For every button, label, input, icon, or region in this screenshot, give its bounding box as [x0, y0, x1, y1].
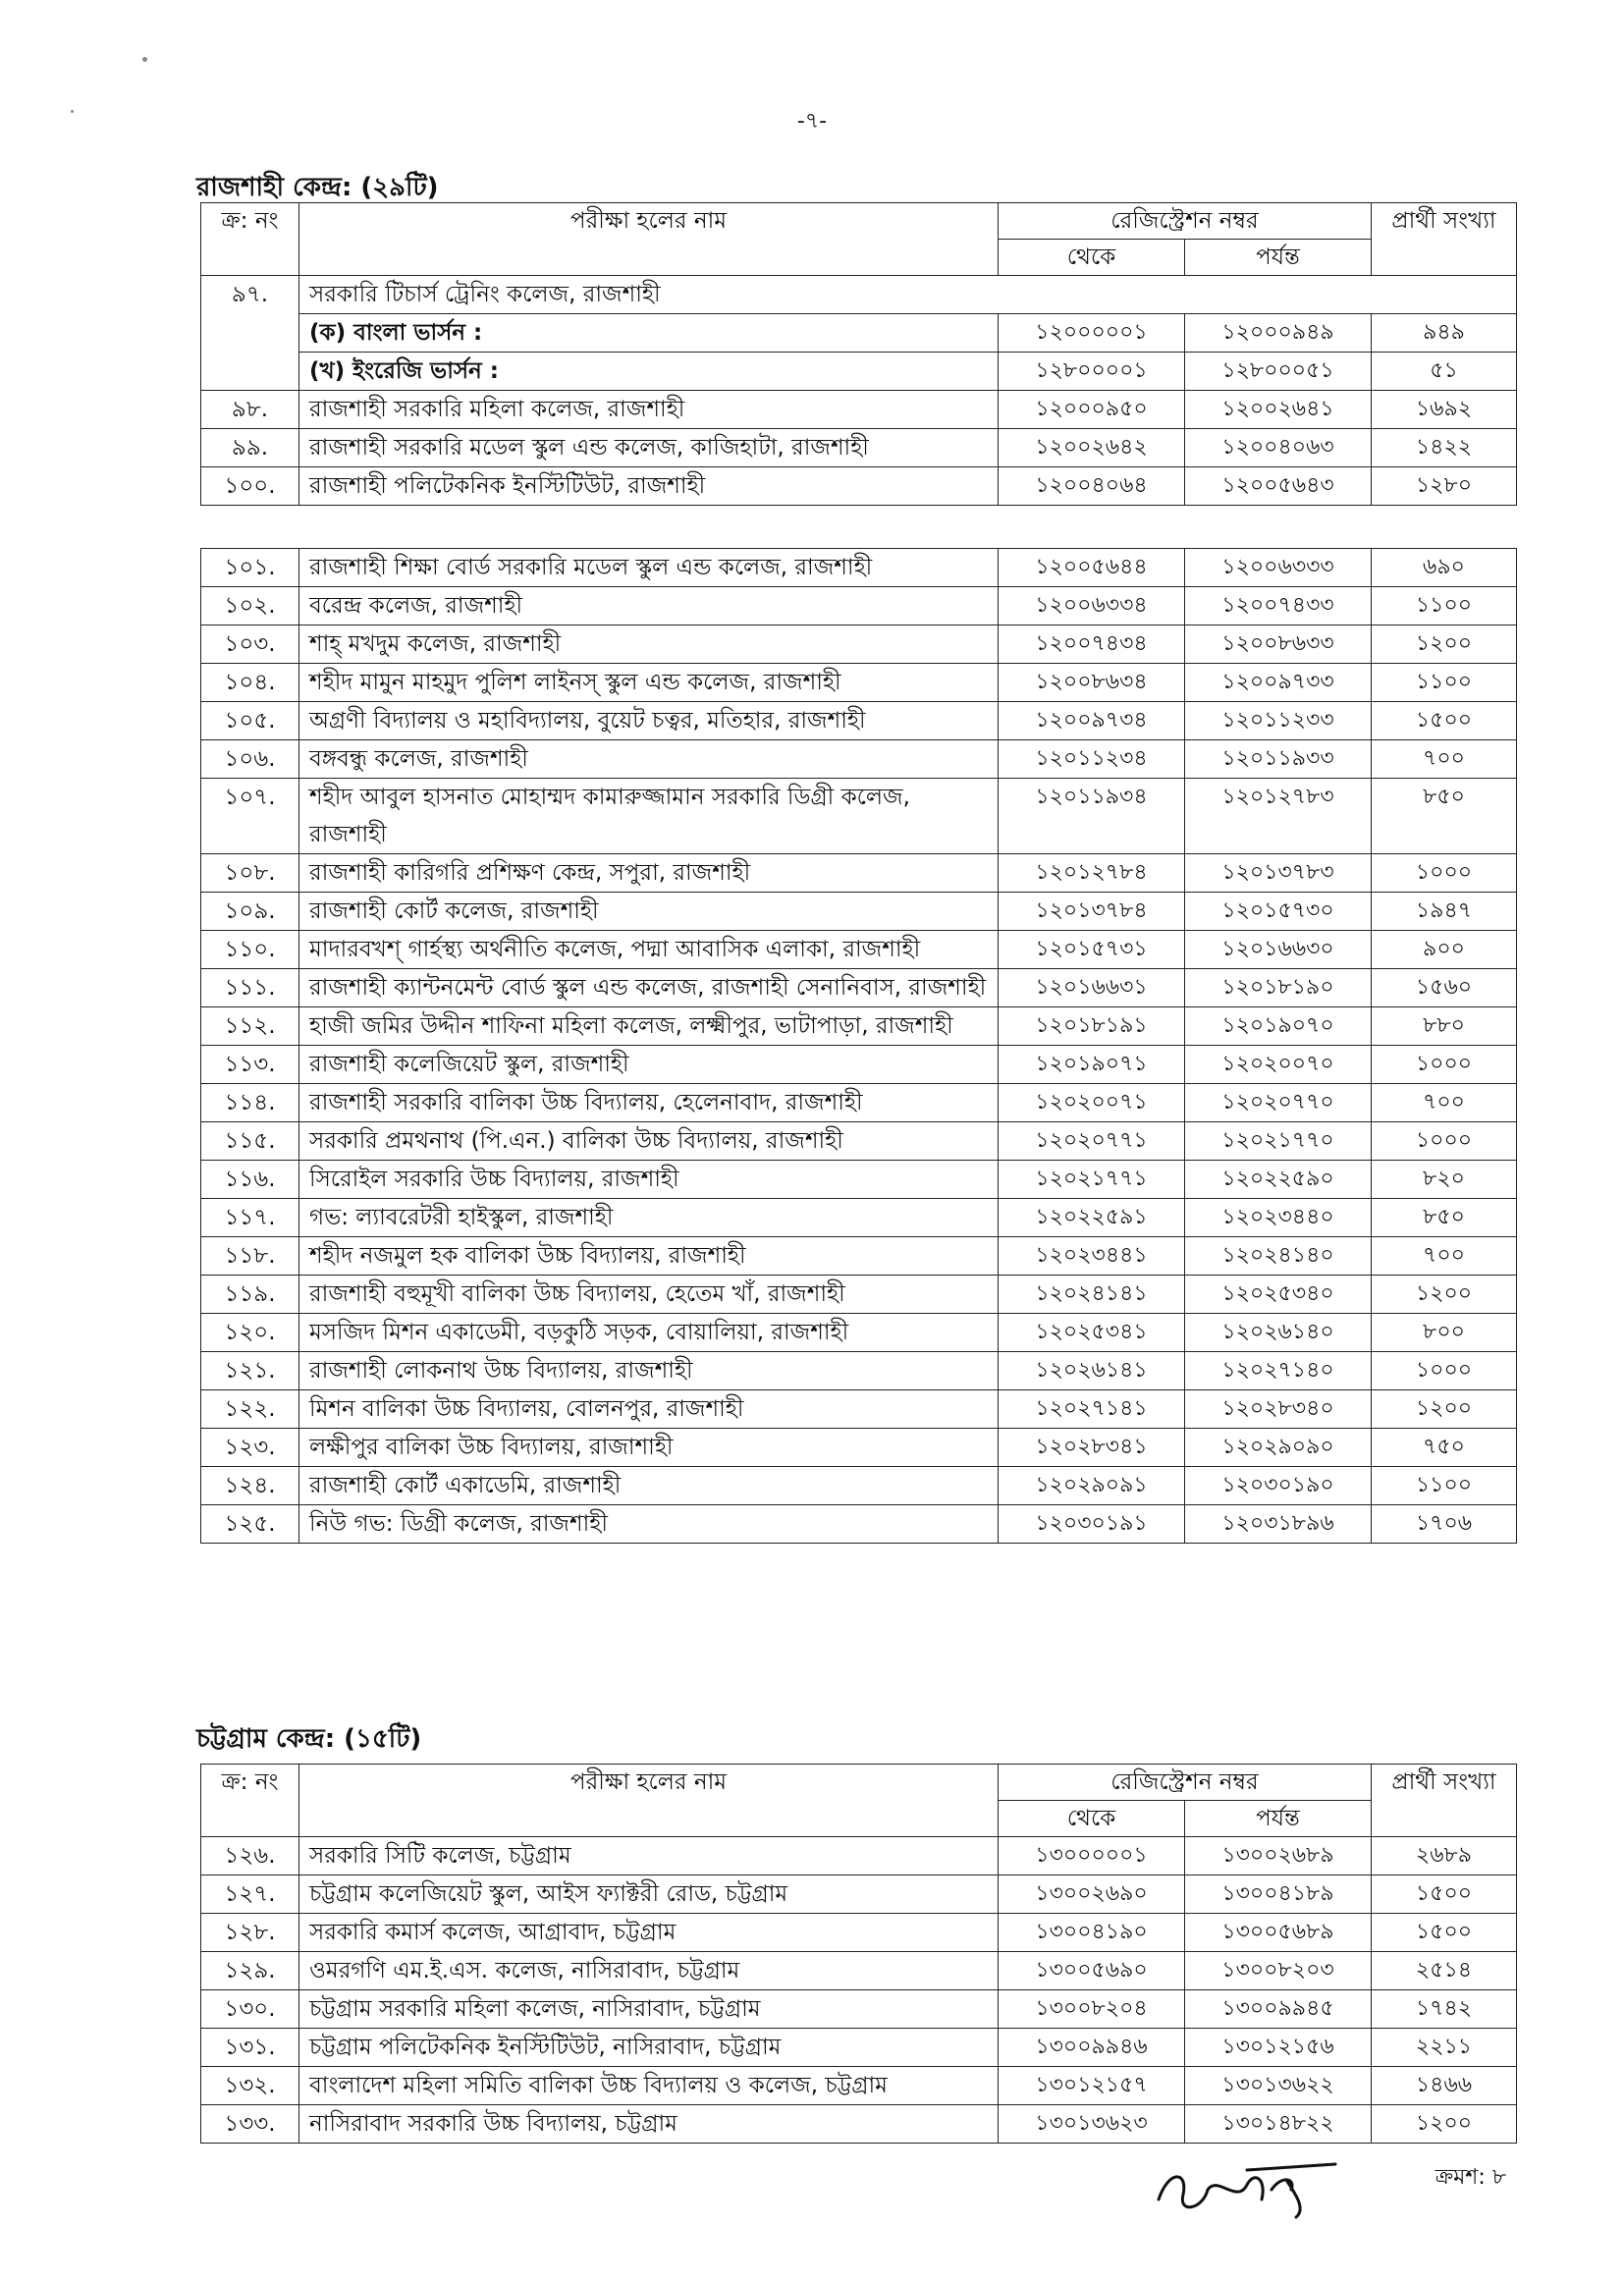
reg-from-cell: ১২০২৪১৪১: [999, 1276, 1185, 1314]
hall-name-cell: চট্টগ্রাম কলেজিয়েট স্কুল, আইস ফ্যাক্টরী রোড, চট্টগ্রাম: [299, 1875, 999, 1914]
candidate-count-cell: ৬৯০: [1372, 549, 1517, 587]
reg-to-cell: ১২০১১৯৩৩: [1185, 740, 1372, 779]
table-row: [201, 549, 1517, 587]
table-row: [201, 353, 1517, 391]
reg-to-cell: ১২০২৭১৪০: [1185, 1352, 1372, 1390]
hall-name-cell: রাজশাহী বহুমূখী বালিকা উচ্চ বিদ্যালয়, হেতেম খাঁ, রাজশাহী: [299, 1276, 999, 1314]
table-row: [201, 1199, 1517, 1237]
table-row: [201, 1007, 1517, 1046]
reg-to-cell: ১৩০০৮২০৩: [1185, 1952, 1372, 1990]
candidate-count-cell: ১৫০০: [1372, 1875, 1517, 1914]
header-from: থেকে: [999, 1801, 1185, 1837]
hall-name-cell: চট্টগ্রাম সরকারি মহিলা কলেজ, নাসিরাবাদ, চট্টগ্রাম: [299, 1990, 999, 2029]
section-title-chattogram: চট্টগ্রাম কেন্দ্র: (১৫টি): [196, 1724, 422, 1754]
reg-from-cell: ১২৮০০০০১: [999, 353, 1185, 391]
hall-name-cell: সরকারি কমার্স কলেজ, আগ্রাবাদ, চট্টগ্রাম: [299, 1914, 999, 1952]
hall-name-cell: রাজশাহী কোর্ট কলেজ, রাজশাহী: [299, 893, 999, 931]
serial-cell: ১০৩.: [201, 625, 299, 664]
table-row: [201, 1990, 1517, 2029]
hall-name-cell: সরকারি টিচার্স ট্রেনিং কলেজ, রাজশাহী: [299, 276, 1517, 314]
candidate-count-cell: ১০০০: [1372, 1122, 1517, 1161]
hall-name-cell: হাজী জমির উদ্দীন শাফিনা মহিলা কলেজ, লক্ষ্মীপুর, ভাটাপাড়া, রাজশাহী: [299, 1007, 999, 1046]
reg-to-cell: ১৩০১৩৬২২: [1185, 2067, 1372, 2105]
serial-cell: ১৩৩.: [201, 2105, 299, 2144]
reg-from-cell: ১৩০০৪১৯০: [999, 1914, 1185, 1952]
reg-to-cell: ১২৮০০০৫১: [1185, 353, 1372, 391]
reg-from-cell: ১৩০১২১৫৭: [999, 2067, 1185, 2105]
reg-to-cell: ১২০২৬১৪০: [1185, 1314, 1372, 1352]
table-row: [201, 893, 1517, 931]
continuation-note: ক্রমশ: ৮: [1435, 2165, 1506, 2190]
candidate-count-cell: ৭০০: [1372, 1237, 1517, 1276]
reg-to-cell: ১২০০০৯৪৯: [1185, 314, 1372, 353]
reg-to-cell: ১২০২০০৭০: [1185, 1046, 1372, 1084]
table-row: [201, 931, 1517, 969]
reg-to-cell: ১২০২১৭৭০: [1185, 1122, 1372, 1161]
table-row: [201, 467, 1517, 506]
reg-to-cell: ১২০৩০১৯০: [1185, 1467, 1372, 1505]
serial-cell: ১১৬.: [201, 1161, 299, 1199]
signature: [1149, 2150, 1345, 2229]
hall-name-cell: অগ্রণী বিদ্যালয় ও মহাবিদ্যালয়, বুয়েট চত্বর, মতিহার, রাজশাহী: [299, 702, 999, 740]
serial-cell: ১০১.: [201, 549, 299, 587]
hall-name-cell: গভ: ল্যাবরেটরী হাইস্কুল, রাজশাহী: [299, 1199, 999, 1237]
reg-from-cell: ১২০০৯৭৩৪: [999, 702, 1185, 740]
candidate-count-cell: ৮৮০: [1372, 1007, 1517, 1046]
reg-to-cell: ১২০২২৫৯০: [1185, 1161, 1372, 1199]
candidate-count-cell: ১১০০: [1372, 587, 1517, 625]
reg-from-cell: ১২০২৫৩৪১: [999, 1314, 1185, 1352]
hall-name-cell: মিশন বালিকা উচ্চ বিদ্যালয়, বোলনপুর, রাজশাহী: [299, 1390, 999, 1429]
table-row: [201, 1084, 1517, 1122]
reg-from-cell: ১২০০৬৩৩৪: [999, 587, 1185, 625]
reg-from-cell: ১২০২০০৭১: [999, 1084, 1185, 1122]
table-row: [201, 1467, 1517, 1505]
version-label-cell: (খ) ইংরেজি ভার্সন :: [299, 353, 999, 391]
reg-to-cell: ১৩০১৪৮২২: [1185, 2105, 1372, 2144]
table-row: [201, 1161, 1517, 1199]
serial-cell: ১০৮.: [201, 854, 299, 893]
reg-from-cell: ১২০৩০১৯১: [999, 1505, 1185, 1544]
header-to: পর্যন্ত: [1185, 240, 1372, 276]
version-label-cell: (ক) বাংলা ভার্সন :: [299, 314, 999, 353]
reg-to-cell: ১২০১৫৭৩০: [1185, 893, 1372, 931]
reg-from-cell: ১৩০০২৬৯০: [999, 1875, 1185, 1914]
reg-from-cell: ১৩০০৮২০৪: [999, 1990, 1185, 2029]
table-row: [201, 969, 1517, 1007]
reg-to-cell: ১২০১৬৬৩০: [1185, 931, 1372, 969]
reg-from-cell: ১৩০১৩৬২৩: [999, 2105, 1185, 2144]
reg-to-cell: ১৩০০৫৬৮৯: [1185, 1914, 1372, 1952]
hall-name-cell: শহীদ মামুন মাহমুদ পুলিশ লাইনস্ স্কুল এন্ড কলেজ, রাজশাহী: [299, 664, 999, 702]
serial-cell: ১০৪.: [201, 664, 299, 702]
hall-name-cell: রাজশাহী সরকারি বালিকা উচ্চ বিদ্যালয়, হেলেনাবাদ, রাজশাহী: [299, 1084, 999, 1122]
table-row: [201, 740, 1517, 779]
candidate-count-cell: ৯৪৯: [1372, 314, 1517, 353]
reg-from-cell: ১২০০৪০৬৪: [999, 467, 1185, 506]
serial-cell: ১৩১.: [201, 2029, 299, 2067]
reg-from-cell: ১২০০৫৬৪৪: [999, 549, 1185, 587]
reg-to-cell: ১২০০৮৬৩৩: [1185, 625, 1372, 664]
header-to: পর্যন্ত: [1185, 1801, 1372, 1837]
serial-cell: ৯৭.: [201, 276, 299, 391]
reg-to-cell: ১২০২৫৩৪০: [1185, 1276, 1372, 1314]
serial-cell: ১২৭.: [201, 1875, 299, 1914]
header-hall-name: পরীক্ষা হলের নাম: [299, 203, 999, 276]
hall-name-cell: রাজশাহী শিক্ষা বোর্ড সরকারি মডেল স্কুল এন্ড কলেজ, রাজশাহী: [299, 549, 999, 587]
table-row: [201, 2067, 1517, 2105]
candidate-count-cell: ৯০০: [1372, 931, 1517, 969]
candidate-count-cell: ২৬৮৯: [1372, 1837, 1517, 1875]
hall-name-cell: সরকারি সিটি কলেজ, চট্টগ্রাম: [299, 1837, 999, 1875]
reg-to-cell: ১২০২৩৪৪০: [1185, 1199, 1372, 1237]
hall-name-cell: লক্ষীপুর বালিকা উচ্চ বিদ্যালয়, রাজাশাহী: [299, 1429, 999, 1467]
reg-to-cell: ১২০১৯০৭০: [1185, 1007, 1372, 1046]
header-registration: রেজিস্ট্রেশন নম্বর: [999, 203, 1372, 240]
hall-name-cell: শাহ্ মখদুম কলেজ, রাজশাহী: [299, 625, 999, 664]
serial-cell: ১১১.: [201, 969, 299, 1007]
candidate-count-cell: ১২৮০: [1372, 467, 1517, 506]
candidate-count-cell: ৮২০: [1372, 1161, 1517, 1199]
table-row: [201, 1952, 1517, 1990]
header-hall-name: পরীক্ষা হলের নাম: [299, 1765, 999, 1837]
serial-cell: ১১৩.: [201, 1046, 299, 1084]
table-row: [201, 429, 1517, 467]
serial-cell: ১০৯.: [201, 893, 299, 931]
page-number: -৭-: [796, 109, 828, 134]
candidate-count-cell: ৫১: [1372, 353, 1517, 391]
table-row: [201, 625, 1517, 664]
table-row: [201, 587, 1517, 625]
reg-from-cell: ১২০১৯০৭১: [999, 1046, 1185, 1084]
header-serial: ক্র: নং: [201, 1765, 299, 1837]
serial-cell: ১১৮.: [201, 1237, 299, 1276]
reg-from-cell: ১৩০০০০০১: [999, 1837, 1185, 1875]
table-row: [201, 1837, 1517, 1875]
hall-name-cell: বাংলাদেশ মহিলা সমিতি বালিকা উচ্চ বিদ্যালয় ও কলেজ, চট্টগ্রাম: [299, 2067, 999, 2105]
candidate-count-cell: ১১০০: [1372, 1467, 1517, 1505]
table-row: [201, 779, 1517, 854]
reg-to-cell: ১৩০০৯৯৪৫: [1185, 1990, 1372, 2029]
candidate-count-cell: ১৯৪৭: [1372, 893, 1517, 931]
reg-to-cell: ১২০১৮১৯০: [1185, 969, 1372, 1007]
reg-to-cell: ১২০১১২৩৩: [1185, 702, 1372, 740]
serial-cell: ১২৯.: [201, 1952, 299, 1990]
candidate-count-cell: ২৫১৪: [1372, 1952, 1517, 1990]
hall-name-cell: রাজশাহী ক্যান্টনমেন্ট বোর্ড স্কুল এন্ড কলেজ, রাজশাহী সেনানিবাস, রাজশাহী: [299, 969, 999, 1007]
serial-cell: ১২৩.: [201, 1429, 299, 1467]
candidate-count-cell: ১২০০: [1372, 2105, 1517, 2144]
reg-from-cell: ১২০২৭১৪১: [999, 1390, 1185, 1429]
serial-cell: ১১৪.: [201, 1084, 299, 1122]
reg-from-cell: ১৩০০৫৬৯০: [999, 1952, 1185, 1990]
candidate-count-cell: ৮৫০: [1372, 1199, 1517, 1237]
candidate-count-cell: ১২০০: [1372, 1390, 1517, 1429]
reg-from-cell: ১২০২০৭৭১: [999, 1122, 1185, 1161]
reg-from-cell: ১২০২৩৪৪১: [999, 1237, 1185, 1276]
hall-name-cell: রাজশাহী সরকারি মডেল স্কুল এন্ড কলেজ, কাজিহাটা, রাজশাহী: [299, 429, 999, 467]
hall-name-cell: মসজিদ মিশন একাডেমী, বড়কুঠি সড়ক, বোয়ালিয়া, রাজশাহী: [299, 1314, 999, 1352]
serial-cell: ১১৯.: [201, 1276, 299, 1314]
header-from: থেকে: [999, 240, 1185, 276]
serial-cell: ১১৫.: [201, 1122, 299, 1161]
serial-cell: ১২০.: [201, 1314, 299, 1352]
reg-from-cell: ১২০২১৭৭১: [999, 1161, 1185, 1199]
candidate-count-cell: ১৭৪২: [1372, 1990, 1517, 2029]
candidate-count-cell: ১২০০: [1372, 625, 1517, 664]
reg-from-cell: ১২০০০০০১: [999, 314, 1185, 353]
candidate-count-cell: ১০০০: [1372, 1352, 1517, 1390]
table-row: [201, 1276, 1517, 1314]
table-row: [201, 1122, 1517, 1161]
scan-speck: [142, 57, 147, 62]
table-row: [201, 1914, 1517, 1952]
serial-cell: ১০৫.: [201, 702, 299, 740]
table-row: [201, 1505, 1517, 1544]
candidate-count-cell: ৮৫০: [1372, 779, 1517, 854]
candidate-count-cell: ১১০০: [1372, 664, 1517, 702]
reg-from-cell: ১২০২৮৩৪১: [999, 1429, 1185, 1467]
reg-from-cell: ১২০২৬১৪১: [999, 1352, 1185, 1390]
hall-name-cell: সরকারি প্রমথনাথ (পি.এন.) বালিকা উচ্চ বিদ্যালয়, রাজশাহী: [299, 1122, 999, 1161]
reg-to-cell: ১২০০৪০৬৩: [1185, 429, 1372, 467]
candidate-count-cell: ১০০০: [1372, 854, 1517, 893]
table-row: [201, 276, 1517, 314]
reg-to-cell: ১২০২৪১৪০: [1185, 1237, 1372, 1276]
table-row: [201, 391, 1517, 429]
reg-to-cell: ১২০২০৭৭০: [1185, 1084, 1372, 1122]
hall-name-cell: ওমরগণি এম.ই.এস. কলেজ, নাসিরাবাদ, চট্টগ্রাম: [299, 1952, 999, 1990]
reg-from-cell: ১২০০৮৬৩৪: [999, 664, 1185, 702]
reg-from-cell: ১২০০০৯৫০: [999, 391, 1185, 429]
serial-cell: ১২৮.: [201, 1914, 299, 1952]
candidate-count-cell: ১৭০৬: [1372, 1505, 1517, 1544]
header-candidates: প্রার্থী সংখ্যা: [1372, 1765, 1517, 1837]
candidate-count-cell: ৮০০: [1372, 1314, 1517, 1352]
reg-from-cell: ১২০০৭৪৩৪: [999, 625, 1185, 664]
candidate-count-cell: ১৪৬৬: [1372, 2067, 1517, 2105]
hall-name-cell: শহীদ আবুল হাসনাত মোহাম্মদ কামারুজ্জামান সরকারি ডিগ্রী কলেজ, রাজশাহী: [299, 779, 999, 854]
hall-name-cell: মাদারবখশ্ গার্হস্থ্য অর্থনীতি কলেজ, পদ্মা আবাসিক এলাকা, রাজশাহী: [299, 931, 999, 969]
serial-cell: ১০২.: [201, 587, 299, 625]
candidate-count-cell: ৭০০: [1372, 1084, 1517, 1122]
reg-from-cell: ১২০১৮১৯১: [999, 1007, 1185, 1046]
table-row: [201, 1352, 1517, 1390]
candidate-count-cell: ১৬৯২: [1372, 391, 1517, 429]
reg-from-cell: ১৩০০৯৯৪৬: [999, 2029, 1185, 2067]
hall-name-cell: বঙ্গবন্ধু কলেজ, রাজশাহী: [299, 740, 999, 779]
hall-name-cell: রাজশাহী কলেজিয়েট স্কুল, রাজশাহী: [299, 1046, 999, 1084]
hall-name-cell: রাজশাহী কারিগরি প্রশিক্ষণ কেন্দ্র, সপুরা, রাজশাহী: [299, 854, 999, 893]
reg-to-cell: ১৩০০৪১৮৯: [1185, 1875, 1372, 1914]
serial-cell: ১০৬.: [201, 740, 299, 779]
hall-name-cell: চট্টগ্রাম পলিটেকনিক ইনস্টিটিউট, নাসিরাবাদ, চট্টগ্রাম: [299, 2029, 999, 2067]
candidate-count-cell: ১৫০০: [1372, 1914, 1517, 1952]
serial-cell: ১২৫.: [201, 1505, 299, 1544]
hall-name-cell: শহীদ নজমুল হক বালিকা উচ্চ বিদ্যালয়, রাজশাহী: [299, 1237, 999, 1276]
table-row: [201, 2105, 1517, 2144]
chattogram-table: [200, 1764, 1517, 2144]
hall-name-cell: নাসিরাবাদ সরকারি উচ্চ বিদ্যালয়, চট্টগ্রাম: [299, 2105, 999, 2144]
serial-cell: ১১০.: [201, 931, 299, 969]
reg-from-cell: ১২০১৫৭৩১: [999, 931, 1185, 969]
serial-cell: ১৩২.: [201, 2067, 299, 2105]
table-row: [201, 1237, 1517, 1276]
serial-cell: ১০৭.: [201, 779, 299, 854]
serial-cell: ১১২.: [201, 1007, 299, 1046]
candidate-count-cell: ১৫৬০: [1372, 969, 1517, 1007]
reg-to-cell: ১২০৩১৮৯৬: [1185, 1505, 1372, 1544]
rajshahi-table-part1: [200, 202, 1517, 506]
table-row: [201, 1875, 1517, 1914]
section-title-rajshahi: রাজশাহী কেন্দ্র: (২৯টি): [196, 173, 439, 202]
reg-to-cell: ১২০০৫৬৪৩: [1185, 467, 1372, 506]
serial-cell: ১১৭.: [201, 1199, 299, 1237]
reg-to-cell: ১২০১৩৭৮৩: [1185, 854, 1372, 893]
header-registration: রেজিস্ট্রেশন নম্বর: [999, 1765, 1372, 1801]
serial-cell: ১২১.: [201, 1352, 299, 1390]
reg-from-cell: ১২০১২৭৮৪: [999, 854, 1185, 893]
reg-from-cell: ১২০০২৬৪২: [999, 429, 1185, 467]
hall-name-cell: রাজশাহী পলিটেকনিক ইনস্টিটিউট, রাজশাহী: [299, 467, 999, 506]
hall-name-cell: রাজশাহী লোকনাথ উচ্চ বিদ্যালয়, রাজশাহী: [299, 1352, 999, 1390]
serial-cell: ১২৪.: [201, 1467, 299, 1505]
serial-cell: ১২৬.: [201, 1837, 299, 1875]
header-serial: ক্র: নং: [201, 203, 299, 276]
reg-to-cell: ১৩০০২৬৮৯: [1185, 1837, 1372, 1875]
table-row: [201, 854, 1517, 893]
hall-name-cell: সিরোইল সরকারি উচ্চ বিদ্যালয়, রাজশাহী: [299, 1161, 999, 1199]
hall-name-cell: বরেন্দ্র কলেজ, রাজশাহী: [299, 587, 999, 625]
candidate-count-cell: ২২১১: [1372, 2029, 1517, 2067]
reg-to-cell: ১২০২৮৩৪০: [1185, 1390, 1372, 1429]
reg-to-cell: ১২০০২৬৪১: [1185, 391, 1372, 429]
serial-cell: ১০০.: [201, 467, 299, 506]
hall-name-cell: নিউ গভ: ডিগ্রী কলেজ, রাজশাহী: [299, 1505, 999, 1544]
reg-from-cell: ১২০১৬৬৩১: [999, 969, 1185, 1007]
table-row: [201, 664, 1517, 702]
reg-from-cell: ১২০১৩৭৮৪: [999, 893, 1185, 931]
candidate-count-cell: ৭০০: [1372, 740, 1517, 779]
header-candidates: প্রার্থী সংখ্যা: [1372, 203, 1517, 276]
reg-from-cell: ১২০২২৫৯১: [999, 1199, 1185, 1237]
hall-name-cell: রাজশাহী কোর্ট একাডেমি, রাজশাহী: [299, 1467, 999, 1505]
reg-from-cell: ১২০২৯০৯১: [999, 1467, 1185, 1505]
reg-to-cell: ১২০২৯০৯০: [1185, 1429, 1372, 1467]
hall-name-cell: রাজশাহী সরকারি মহিলা কলেজ, রাজশাহী: [299, 391, 999, 429]
reg-to-cell: ১২০১২৭৮৩: [1185, 779, 1372, 854]
table-row: [201, 314, 1517, 353]
candidate-count-cell: ১৫০০: [1372, 702, 1517, 740]
candidate-count-cell: ৭৫০: [1372, 1429, 1517, 1467]
serial-cell: ১২২.: [201, 1390, 299, 1429]
table-row: [201, 1429, 1517, 1467]
serial-cell: ৯৯.: [201, 429, 299, 467]
reg-to-cell: ১২০০৬৩৩৩: [1185, 549, 1372, 587]
table-row: [201, 1390, 1517, 1429]
reg-to-cell: ১২০০৭৪৩৩: [1185, 587, 1372, 625]
serial-cell: ১৩০.: [201, 1990, 299, 2029]
table-row: [201, 1046, 1517, 1084]
candidate-count-cell: ১২০০: [1372, 1276, 1517, 1314]
candidate-count-cell: ১৪২২: [1372, 429, 1517, 467]
table-row: [201, 1314, 1517, 1352]
table-row: [201, 702, 1517, 740]
candidate-count-cell: ১০০০: [1372, 1046, 1517, 1084]
reg-from-cell: ১২০১১৯৩৪: [999, 779, 1185, 854]
reg-from-cell: ১২০১১২৩৪: [999, 740, 1185, 779]
serial-cell: ৯৮.: [201, 391, 299, 429]
reg-to-cell: ১৩০১২১৫৬: [1185, 2029, 1372, 2067]
table-row: [201, 2029, 1517, 2067]
rajshahi-table-part2: [200, 548, 1517, 1544]
reg-to-cell: ১২০০৯৭৩৩: [1185, 664, 1372, 702]
